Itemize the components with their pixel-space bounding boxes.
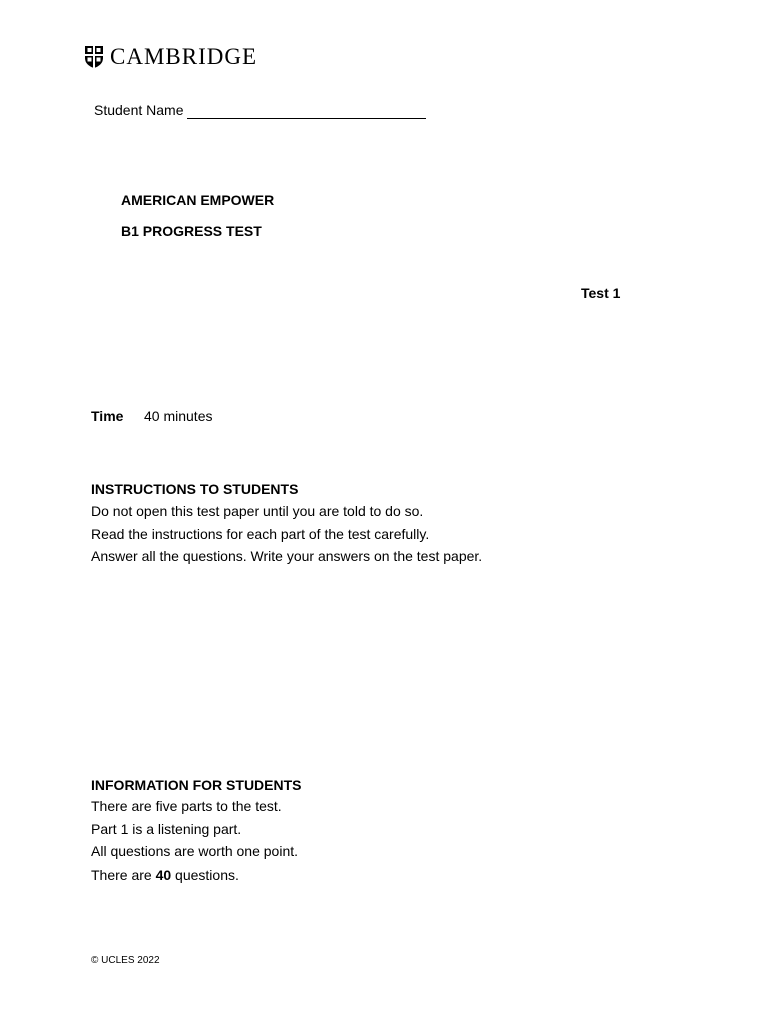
- question-count-line: [91, 866, 239, 884]
- course-title: AMERICAN EMPOWER: [121, 192, 275, 208]
- information-line: Part 1 is a listening part.: [91, 821, 242, 837]
- time-value: 40 minutes: [144, 408, 213, 424]
- test-number: Test 1: [581, 285, 621, 301]
- question-count: 40: [155, 867, 172, 883]
- instruction-line: Read the instructions for each part of the test carefully.: [91, 526, 430, 542]
- brand-name: CAMBRIDGE: [110, 44, 258, 69]
- copyright-notice: © UCLES 2022: [91, 955, 160, 966]
- information-line: There are five parts to the test.: [91, 798, 282, 814]
- question-count-suffix: questions.: [171, 867, 239, 883]
- question-count-prefix: There are: [91, 867, 156, 883]
- information-heading: INFORMATION FOR STUDENTS: [91, 777, 302, 793]
- instructions-heading: INSTRUCTIONS TO STUDENTS: [91, 481, 299, 497]
- test-title: B1 PROGRESS TEST: [121, 223, 262, 239]
- student-name-field[interactable]: [187, 118, 426, 119]
- instruction-line: Do not open this test paper until you are told to do so.: [91, 503, 424, 519]
- information-line: All questions are worth one point.: [91, 843, 299, 859]
- shield-icon: [84, 45, 104, 69]
- instruction-line: Answer all the questions. Write your answers on the test paper.: [91, 548, 483, 564]
- student-name-label: Student Name: [94, 102, 184, 118]
- time-label: Time: [91, 408, 124, 424]
- cambridge-logo: [84, 44, 257, 70]
